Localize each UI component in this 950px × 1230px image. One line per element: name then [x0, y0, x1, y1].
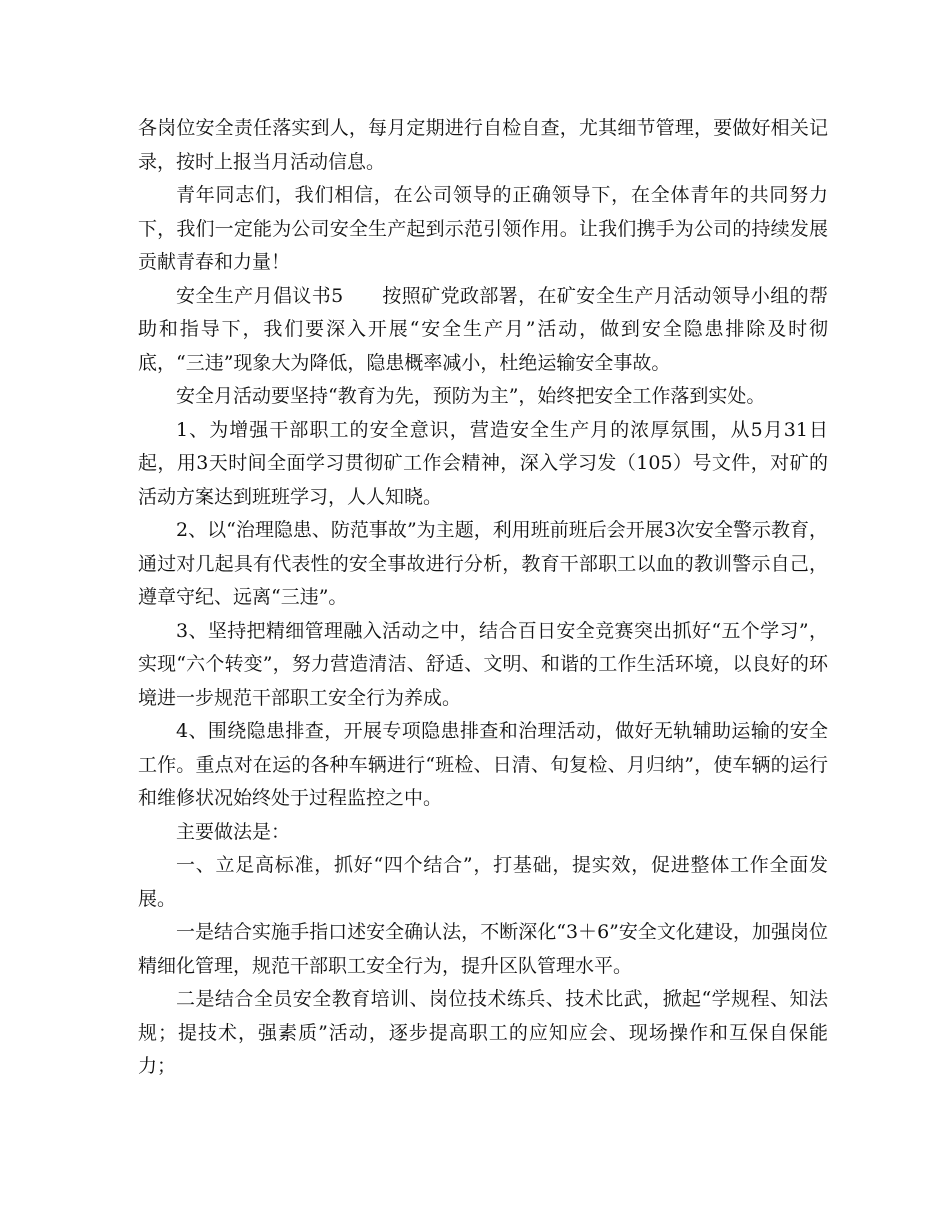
document-body — [138, 112, 828, 1084]
paragraph: 2、以“治理隐患、防范事故”为主题，利用班前班后会开展3次安全警示教育，通过对几起具有代表性的安全事故进行分析，教育干部职工以血的教训警示自己，遵章守纪、远离“三违”。 — [138, 519, 828, 608]
paragraph: 一、立足高标准，抓好“四个结合”，打基础，提实效，促进整体工作全面发展。 — [138, 854, 828, 910]
paragraph: 一是结合实施手指口述安全确认法，不断深化“3＋6”安全文化建设，加强岗位精细化管理，规范干部职工安全行为，提升区队管理水平。 — [138, 921, 828, 977]
paragraph: 1、为增强干部职工的安全意识，营造安全生产月的浓厚氛围，从5月31日起，用3天时间全面学习贯彻矿工作会精神，深入学习发（105）号文件，对矿的活动方案达到班班学习，人人知晓。 — [138, 418, 828, 508]
paragraph: 二是结合全员安全教育培训、岗位技术练兵、技术比武，掀起“学规程、知法规；提技术，强素质”活动，逐步提高职工的应知应会、现场操作和互保自保能力； — [138, 988, 828, 1077]
paragraph: 安全生产月倡议书5 按照矿党政部署，在矿安全生产月活动领导小组的帮助和指导下，我们要深入开展“安全生产月”活动，做到安全隐患排除及时彻底，“三违”现象大为降低，隐患概率减小，杜绝运输安全事故。 — [138, 284, 828, 374]
paragraph: 青年同志们，我们相信，在公司领导的正确领导下，在全体青年的共同努力下，我们一定能为公司安全生产起到示范引领作用。让我们携手为公司的持续发展贡献青春和力量！ — [138, 184, 828, 273]
paragraph: 4、围绕隐患排查，开展专项隐患排查和治理活动，做好无轨辅助运输的安全工作。重点对在运的各种车辆进行“班检、日清、旬复检、月归纳”，使车辆的运行和维修状况始终处于过程监控之中。 — [138, 720, 828, 809]
paragraph: 各岗位安全责任落实到人，每月定期进行自检自查，尤其细节管理，要做好相关记录，按时上报当月活动信息。 — [138, 117, 828, 173]
paragraph: 主要做法是： — [176, 820, 291, 843]
paragraph: 3、坚持把精细管理融入活动之中，结合百日安全竞赛突出抓好“五个学习”，实现“六个转变”，努力营造清洁、舒适、文明、和谐的工作生活环境，以良好的环境进一步规范干部职工安全行为养成。 — [138, 619, 828, 709]
paragraph: 安全月活动要坚持“教育为先，预防为主”，始终把安全工作落到实处。 — [176, 385, 766, 407]
